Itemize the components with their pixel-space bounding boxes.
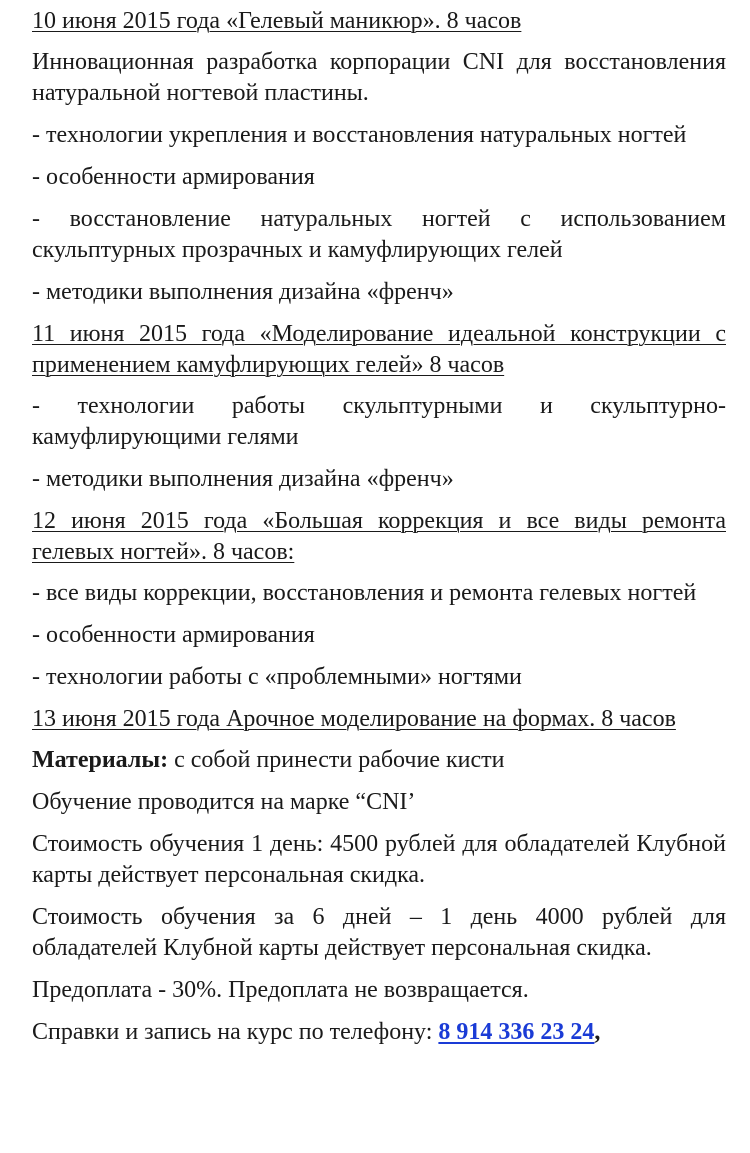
section-heading-june-10: 10 июня 2015 года «Гелевый маникюр». 8 часов xyxy=(32,8,522,34)
list-item: - технологии работы скульптурными и скульптурно-камуфлирующими гелями xyxy=(32,393,726,450)
list-item: - особенности армирования xyxy=(32,622,315,648)
list-item: - технологии укрепления и восстановления натуральных ногтей xyxy=(32,122,687,148)
price-six-days: Стоимость обучения за 6 дней – 1 день 4000 рублей для обладателей Клубной карты действует персональная скидка. xyxy=(32,904,726,961)
contact-text: Справки и запись на курс по телефону: xyxy=(32,1019,439,1045)
list-item: - методики выполнения дизайна «френч» xyxy=(32,466,454,492)
price-one-day: Стоимость обучения 1 день: 4500 рублей для обладателей Клубной карты действует персональная скидка. xyxy=(32,831,726,888)
phone-link[interactable]: 8 914 336 23 24 xyxy=(438,1019,595,1045)
section-heading-june-13: 13 июня 2015 года Арочное моделирование на формах. 8 часов xyxy=(32,706,676,732)
materials-paragraph xyxy=(32,745,726,776)
list-item: - методики выполнения дизайна «френч» xyxy=(32,279,454,305)
materials-label: Материалы: xyxy=(32,747,169,773)
contact-paragraph xyxy=(32,1017,726,1048)
materials-text: с собой принести рабочие кисти xyxy=(168,747,505,773)
contact-suffix: , xyxy=(594,1019,601,1045)
prepayment-note: Предоплата - 30%. Предоплата не возвращается. xyxy=(32,977,529,1003)
list-item: - технологии работы с «проблемными» ногтями xyxy=(32,664,522,690)
brand-note: Обучение проводится на марке “CNI’ xyxy=(32,789,416,815)
list-item: - особенности армирования xyxy=(32,164,315,190)
section-heading-june-12: 12 июня 2015 года «Большая коррекция и все виды ремонта гелевых ногтей». 8 часов: xyxy=(32,508,726,565)
list-item: - все виды коррекции, восстановления и ремонта гелевых ногтей xyxy=(32,580,697,606)
section-heading-june-11: 11 июня 2015 года «Моделирование идеальной конструкции с применением камуфлирующих гелей» 8 часов xyxy=(32,321,726,378)
paragraph-intro: Инновационная разработка корпорации CNI для восстановления натуральной ногтевой пластины. xyxy=(32,49,726,106)
list-item: - восстановление натуральных ногтей с использованием скульптурных прозрачных и камуфлирующих гелей xyxy=(32,206,726,263)
document-body xyxy=(32,6,726,1059)
